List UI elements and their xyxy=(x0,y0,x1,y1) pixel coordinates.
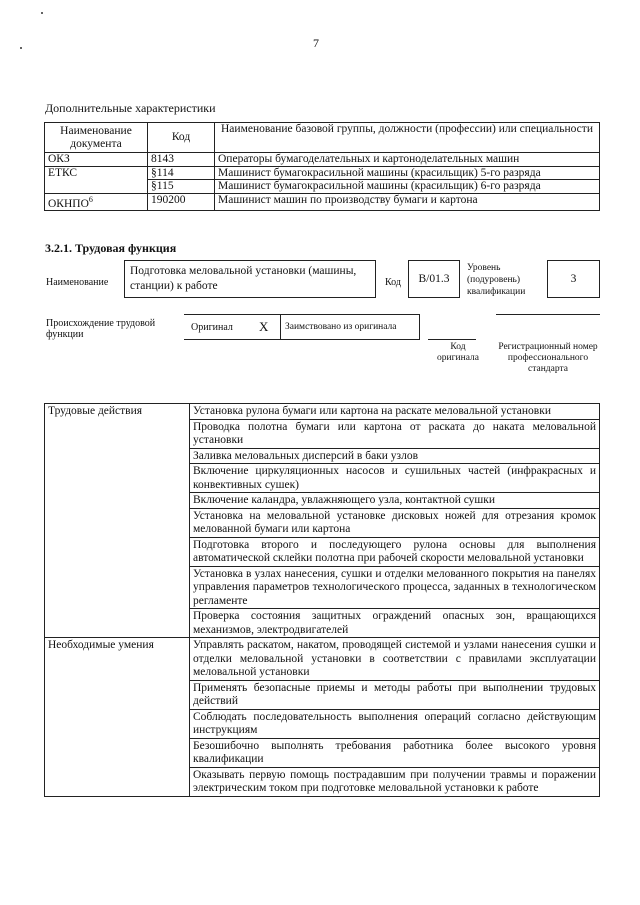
level-label: Уровень (подуровень) квалификации xyxy=(467,263,526,297)
code-label: Код xyxy=(385,277,401,288)
row-doc: ЕТКС xyxy=(45,166,148,193)
action-item: Включение каландра, увлажняющего узла, контактной сушки xyxy=(190,493,600,509)
skill-item: Управлять раскатом, накатом, проводящей системой и узлами нанесения сушки и отделки меловальной установки в соответствии с правилами эксплуатации меловальной установки xyxy=(190,638,600,681)
row-name: Операторы бумагоделательных и картоноделательных машин xyxy=(215,153,600,167)
row-name: Машинист бумагокрасильной машины (красильщик) 5-го разряда xyxy=(215,166,600,180)
additional-table xyxy=(44,122,600,211)
function-code-box: B/01.3 xyxy=(408,260,460,298)
action-item: Включение циркуляционных насосов и сушильных частей (инфракрасных и конвективных сушек) xyxy=(190,464,600,493)
row-code: §114 xyxy=(148,166,215,180)
function-title: 3.2.1. Трудовая функция xyxy=(45,241,177,255)
reg-number-label: Регистрационный номер профессионального стандарта xyxy=(498,342,598,374)
additional-heading: Дополнительные характеристики xyxy=(45,101,216,115)
original-mark: X xyxy=(259,319,269,334)
skill-item: Безошибочно выполнять требования работника более высокого уровня квалификации xyxy=(190,738,600,767)
row-name: Машинист бумагокрасильной машины (красильщик) 6-го разряда xyxy=(215,180,600,194)
scan-dot xyxy=(41,12,43,14)
action-item: Проверка состояния защитных ограждений опасных зон, вращающихся механизмов, электродвигателей xyxy=(190,609,600,638)
reg-number-cell xyxy=(496,314,600,340)
action-item: Установка рулона бумаги или картона на раскате меловальной установки xyxy=(190,404,600,420)
header-doc: Наименование документа xyxy=(45,123,148,153)
code-original-line xyxy=(428,339,476,340)
original-label: Оригинал xyxy=(191,322,233,333)
action-item: Установка в узлах нанесения, сушки и отделки мелованного покрытия на панелях управления параметров технологического процесса, заданных в технологическом регламенте xyxy=(190,566,600,609)
footnote-mark: 6 xyxy=(88,194,93,204)
borrowed-label: Заимствовано из оригинала xyxy=(285,322,397,332)
action-item: Проводка полотна бумаги или картона от раската до наката меловальной установки xyxy=(190,419,600,448)
row-code: 8143 xyxy=(148,153,215,167)
row-doc: ОКНПО$^6$ xyxy=(45,193,148,210)
skills-label: Необходимые умения xyxy=(45,638,190,797)
skill-item: Соблюдать последовательность выполнения операций согласно действующим инструкциям xyxy=(190,709,600,738)
function-details-table xyxy=(44,403,600,797)
row-code: §115 xyxy=(148,180,215,194)
code-original-cell xyxy=(420,314,492,340)
action-item: Подготовка второго и последующего рулона основы для выполнения автоматической склейки полотна при рабочей скорости меловальной установки xyxy=(190,537,600,566)
actions-label: Трудовые действия xyxy=(45,404,190,638)
level-box: 3 xyxy=(547,260,600,298)
origin-label: Происхождение трудовой функции xyxy=(46,318,156,340)
code-original-label: Код оригинала xyxy=(437,342,479,363)
action-item: Установка на меловальной установке дисковых ножей для отрезания кромок мелованной бумаги или картона xyxy=(190,508,600,537)
header-name: Наименование базовой группы, должности (профессии) или специальности xyxy=(215,123,600,153)
scan-dot xyxy=(20,47,22,49)
row-name: Машинист машин по производству бумаги и картона xyxy=(215,193,600,210)
skill-item: Оказывать первую помощь пострадавшим при получении травмы и поражении электрическим током при подготовке меловальной установки к работе xyxy=(190,767,600,796)
row-code: 190200 xyxy=(148,193,215,210)
page-number: 7 xyxy=(313,36,319,50)
action-item: Заливка меловальных дисперсий в баки узлов xyxy=(190,448,600,464)
name-label: Наименование xyxy=(46,277,109,288)
row-doc: ОКЗ xyxy=(45,153,148,167)
header-code: Код xyxy=(148,123,215,153)
function-name-box: Подготовка меловальной установки (машины, станции) к работе xyxy=(124,260,376,298)
skill-item: Применять безопасные приемы и методы работы при выполнении трудовых действий xyxy=(190,680,600,709)
